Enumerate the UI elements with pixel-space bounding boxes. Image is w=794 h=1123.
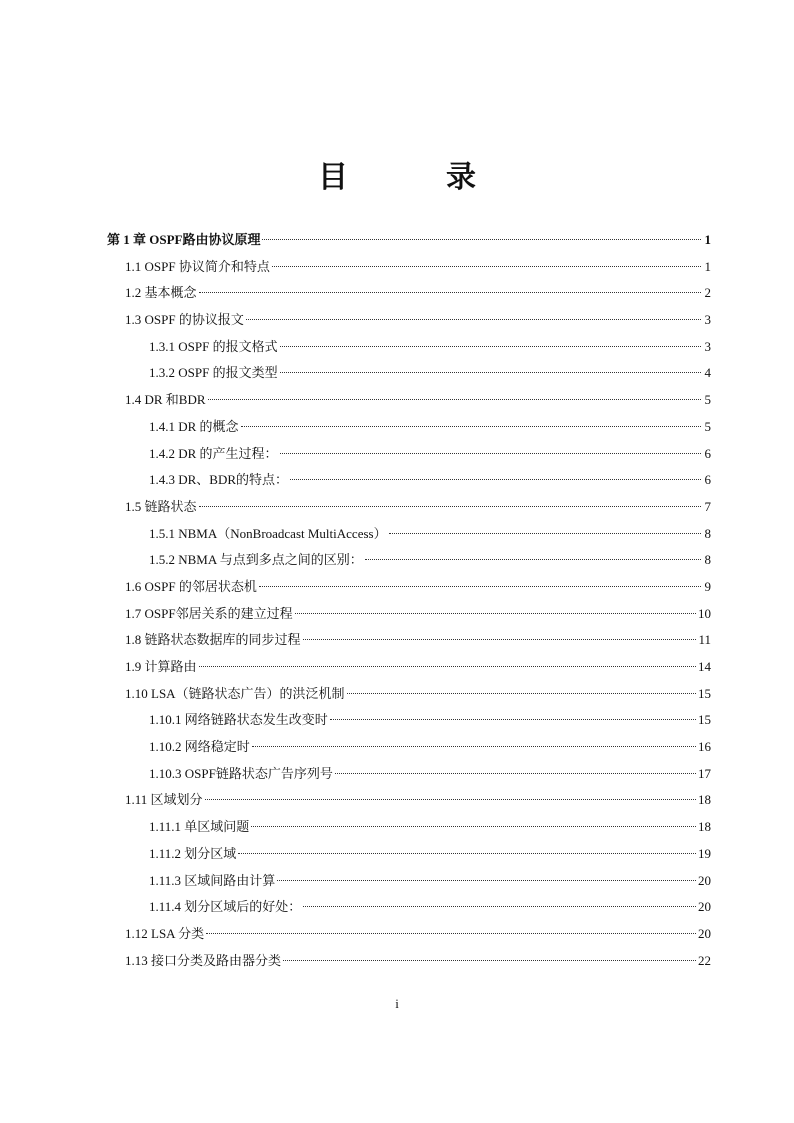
toc-entry-label: 第 1 章 OSPF路由协议原理 bbox=[107, 232, 261, 247]
toc-entry[interactable] bbox=[107, 227, 711, 254]
toc-entry-label: 1.6 OSPF 的邻居状态机 bbox=[125, 578, 257, 594]
toc-entry[interactable] bbox=[107, 707, 711, 734]
toc-entry-label: 1.2 基本概念 bbox=[125, 285, 197, 301]
toc-entry[interactable] bbox=[107, 334, 711, 361]
toc-entry-label: 1.4.3 DR、BDR的特点： bbox=[149, 472, 289, 488]
toc-entry[interactable] bbox=[107, 467, 711, 494]
toc-dot-leader bbox=[330, 719, 696, 720]
toc-entry-label: 1.11.4 划分区域后的好处： bbox=[149, 899, 302, 915]
toc-entry[interactable] bbox=[107, 841, 711, 868]
toc-entry[interactable] bbox=[107, 681, 711, 708]
toc-entry-page-number: 19 bbox=[698, 845, 711, 861]
toc-entry[interactable] bbox=[107, 441, 711, 468]
toc-entry-page-number: 6 bbox=[704, 472, 711, 488]
toc-entry-page-number: 1 bbox=[704, 258, 711, 274]
toc-entry-page-number: 16 bbox=[698, 739, 711, 755]
toc-entry[interactable] bbox=[107, 547, 711, 574]
page-title: 目 录 bbox=[318, 160, 510, 195]
toc-dot-leader bbox=[295, 613, 696, 614]
toc-entry-label: 1.3 OSPF 的协议报文 bbox=[125, 312, 244, 328]
toc-entry-label: 1.1 OSPF 协议简介和特点 bbox=[125, 258, 270, 274]
toc-entry-page-number: 6 bbox=[704, 445, 711, 461]
table-of-contents bbox=[107, 227, 711, 974]
toc-dot-leader bbox=[365, 559, 701, 560]
toc-dot-leader bbox=[259, 586, 701, 587]
toc-entry[interactable] bbox=[107, 387, 711, 414]
toc-entry-label: 1.5.1 NBMA（NonBroadcast MultiAccess） bbox=[149, 525, 387, 541]
toc-entry-label: 1.10.1 网络链路状态发生改变时 bbox=[149, 712, 328, 728]
toc-entry[interactable] bbox=[107, 414, 711, 441]
toc-entry-page-number: 11 bbox=[698, 632, 711, 648]
toc-entry[interactable] bbox=[107, 627, 711, 654]
toc-entry-label: 1.4.1 DR 的概念 bbox=[149, 418, 239, 434]
toc-entry[interactable] bbox=[107, 868, 711, 895]
toc-dot-leader bbox=[241, 426, 701, 427]
toc-entry-label: 1.11 区域划分 bbox=[125, 792, 203, 808]
toc-entry-page-number: 3 bbox=[704, 338, 711, 354]
toc-dot-leader bbox=[280, 453, 701, 454]
toc-entry-page-number: 9 bbox=[704, 578, 711, 594]
toc-entry-label: 1.10 LSA（链路状态广告）的洪泛机制 bbox=[125, 685, 345, 701]
toc-entry-page-number: 17 bbox=[698, 765, 711, 781]
toc-entry-label: 1.5.2 NBMA 与点到多点之间的区别： bbox=[149, 552, 363, 568]
toc-dot-leader bbox=[251, 826, 696, 827]
toc-entry[interactable] bbox=[107, 280, 711, 307]
toc-entry[interactable] bbox=[107, 894, 711, 921]
toc-dot-leader bbox=[238, 853, 696, 854]
toc-entry-label: 1.11.3 区域间路由计算 bbox=[149, 872, 276, 888]
toc-entry-label: 1.4.2 DR 的产生过程： bbox=[149, 445, 278, 461]
toc-entry-page-number: 18 bbox=[698, 819, 711, 835]
toc-entry-page-number: 20 bbox=[698, 899, 711, 915]
toc-entry-label: 1.10.3 OSPF链路状态广告序列号 bbox=[149, 765, 333, 781]
toc-dot-leader bbox=[262, 239, 701, 240]
toc-entry-page-number: 20 bbox=[698, 872, 711, 888]
toc-dot-leader bbox=[208, 399, 701, 400]
toc-entry-page-number: 2 bbox=[704, 285, 711, 301]
toc-entry[interactable] bbox=[107, 921, 711, 948]
toc-entry[interactable] bbox=[107, 521, 711, 548]
toc-entry[interactable] bbox=[107, 254, 711, 281]
toc-entry[interactable] bbox=[107, 360, 711, 387]
toc-entry-label: 1.7 OSPF邻居关系的建立过程 bbox=[125, 605, 293, 621]
toc-dot-leader bbox=[199, 666, 696, 667]
toc-entry-page-number: 8 bbox=[704, 552, 711, 568]
toc-entry[interactable] bbox=[107, 734, 711, 761]
toc-entry[interactable] bbox=[107, 494, 711, 521]
toc-entry-page-number: 15 bbox=[698, 712, 711, 728]
toc-entry[interactable] bbox=[107, 761, 711, 788]
toc-entry-page-number: 14 bbox=[698, 659, 711, 674]
toc-entry[interactable] bbox=[107, 307, 711, 334]
toc-dot-leader bbox=[303, 639, 697, 640]
footer-page-number: i bbox=[395, 996, 399, 1011]
toc-entry-label: 1.9 计算路由 bbox=[125, 659, 197, 674]
toc-entry[interactable] bbox=[107, 574, 711, 601]
toc-dot-leader bbox=[335, 773, 696, 774]
toc-entry-page-number: 8 bbox=[704, 525, 711, 541]
toc-dot-leader bbox=[347, 693, 696, 694]
toc-entry-label: 1.3.2 OSPF 的报文类型 bbox=[149, 365, 278, 381]
toc-entry-label: 1.8 链路状态数据库的同步过程 bbox=[125, 632, 301, 648]
toc-entry-page-number: 1 bbox=[704, 232, 711, 247]
toc-entry-label: 1.3.1 OSPF 的报文格式 bbox=[149, 338, 278, 354]
toc-entry-page-number: 20 bbox=[698, 925, 711, 941]
toc-dot-leader bbox=[199, 506, 701, 507]
toc-entry[interactable] bbox=[107, 948, 711, 975]
toc-entry-page-number: 10 bbox=[698, 605, 711, 621]
toc-entry-label: 1.4 DR 和BDR bbox=[125, 392, 206, 408]
toc-dot-leader bbox=[277, 880, 696, 881]
toc-entry-page-number: 5 bbox=[704, 418, 711, 434]
toc-entry-page-number: 18 bbox=[698, 792, 711, 808]
toc-entry-label: 1.12 LSA 分类 bbox=[125, 925, 205, 941]
toc-entry[interactable] bbox=[107, 601, 711, 628]
toc-entry[interactable] bbox=[107, 787, 711, 814]
toc-dot-leader bbox=[206, 933, 696, 934]
toc-entry-page-number: 5 bbox=[704, 392, 711, 408]
toc-dot-leader bbox=[290, 479, 701, 480]
toc-dot-leader bbox=[246, 319, 701, 320]
toc-dot-leader bbox=[280, 346, 701, 347]
toc-dot-leader bbox=[252, 746, 696, 747]
toc-entry-page-number: 7 bbox=[704, 498, 711, 514]
toc-dot-leader bbox=[199, 292, 701, 293]
toc-entry-label: 1.11.2 划分区域 bbox=[149, 845, 237, 861]
toc-entry-label: 1.10.2 网络稳定时 bbox=[149, 739, 250, 755]
toc-dot-leader bbox=[205, 799, 696, 800]
toc-entry-label: 1.11.1 单区域问题 bbox=[149, 819, 250, 835]
toc-entry-label: 1.13 接口分类及路由器分类 bbox=[125, 952, 282, 968]
toc-entry[interactable] bbox=[107, 654, 711, 681]
toc-entry-page-number: 4 bbox=[704, 365, 711, 381]
toc-entry-page-number: 15 bbox=[698, 685, 711, 701]
toc-dot-leader bbox=[280, 372, 701, 373]
toc-dot-leader bbox=[303, 906, 696, 907]
toc-dot-leader bbox=[272, 266, 701, 267]
toc-dot-leader bbox=[389, 533, 701, 534]
toc-entry-page-number: 22 bbox=[698, 952, 711, 968]
toc-entry-label: 1.5 链路状态 bbox=[125, 498, 197, 514]
toc-entry-page-number: 3 bbox=[704, 312, 711, 328]
toc-dot-leader bbox=[283, 960, 696, 961]
toc-entry[interactable] bbox=[107, 814, 711, 841]
